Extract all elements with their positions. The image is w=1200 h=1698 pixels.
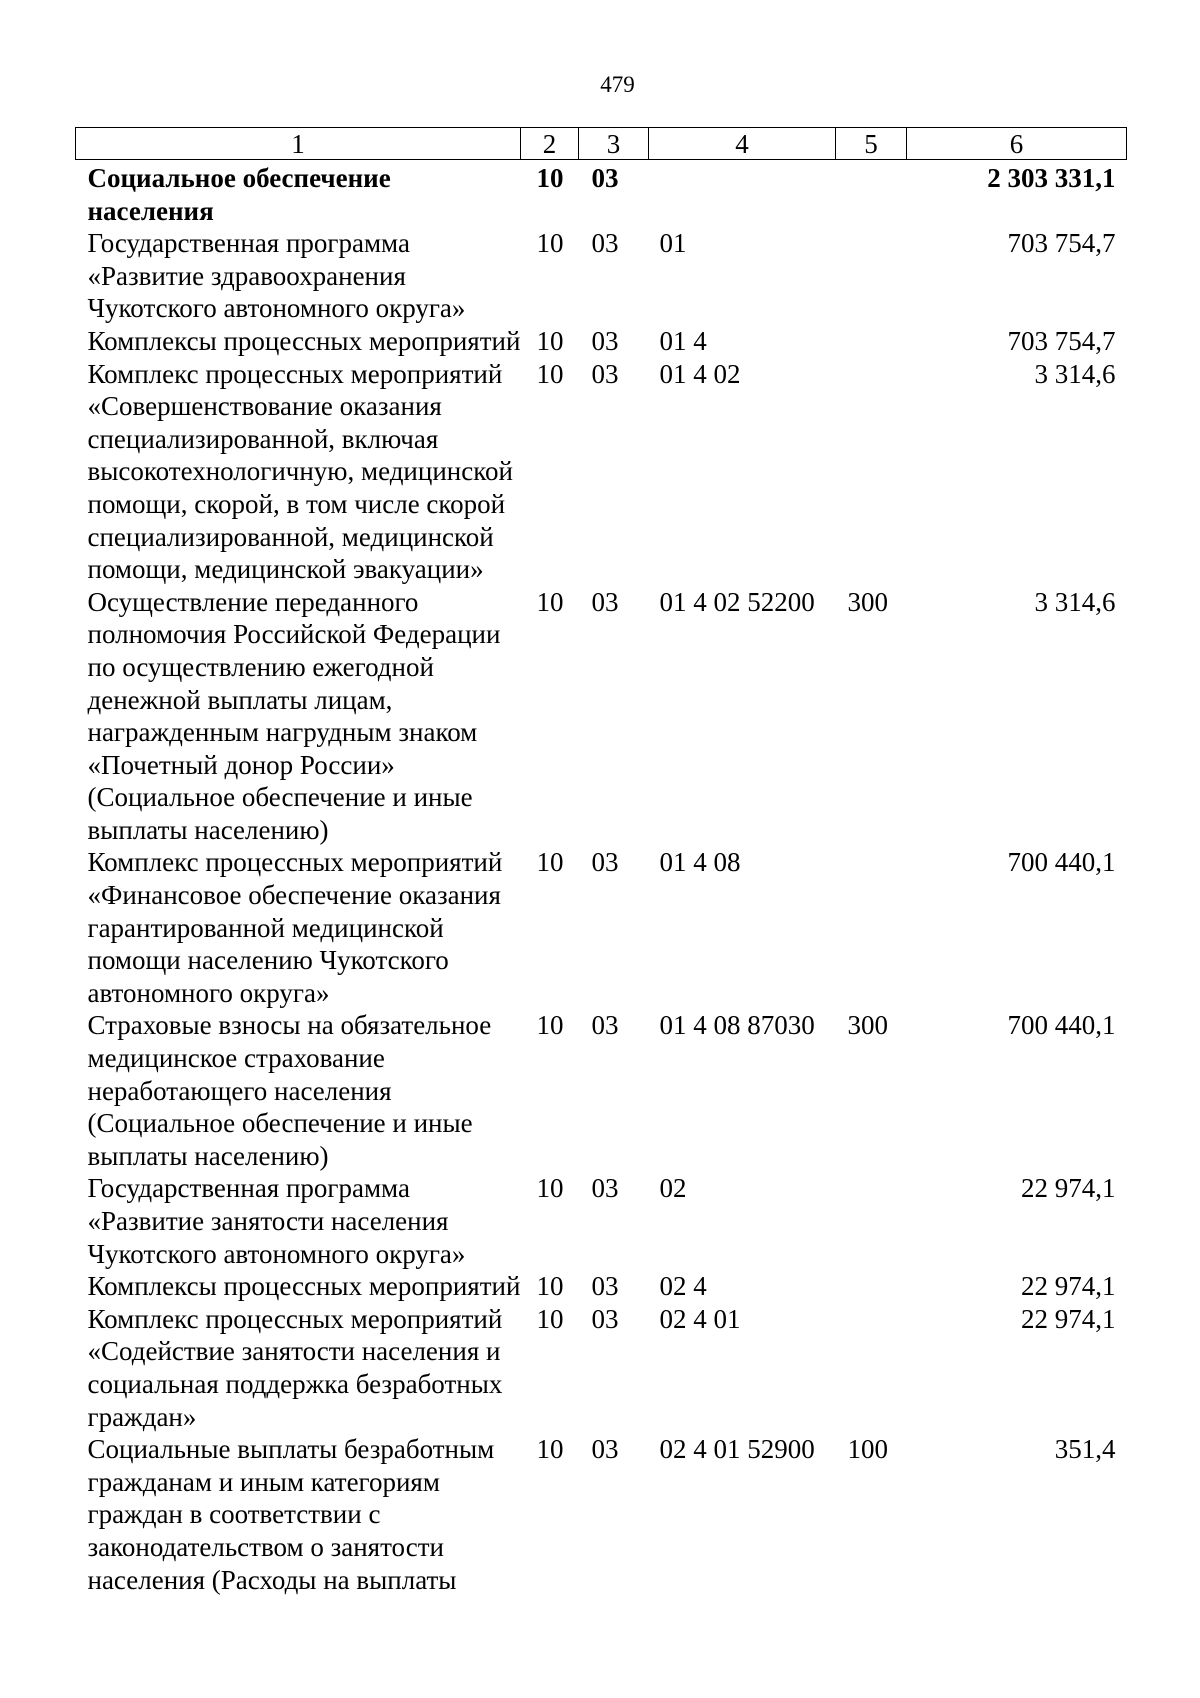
table-row (76, 586, 1127, 847)
row-amount: 2 303 331,1 (987, 163, 1116, 193)
row-section: 10 (536, 228, 564, 259)
header-col-1: 1 (76, 128, 521, 160)
row-section: 10 (536, 847, 564, 878)
row-subsection: 03 (591, 163, 619, 193)
row-target-article: 02 4 01 52900 (659, 1434, 815, 1465)
row-expense-type (836, 846, 907, 1009)
table-row (76, 1303, 1127, 1433)
row-name: Комплексы процессных мероприятий (87, 325, 521, 356)
row-target-article: 01 4 (659, 325, 707, 356)
row-target-article: 01 4 08 (659, 847, 741, 878)
row-name: Государственная программа «Развитие занятости населения Чукотского автономного округа» (87, 1173, 466, 1269)
table-row (76, 358, 1127, 586)
row-name: Страховые взносы на обязательное медицинское страхование неработающего населения (Социальное обеспечение и иные выплаты населению) (87, 1010, 492, 1171)
header-col-6: 6 (907, 128, 1127, 160)
row-expense-type (836, 160, 907, 228)
row-subsection: 03 (591, 847, 619, 878)
row-section: 10 (536, 325, 564, 356)
row-expense-type (836, 227, 907, 325)
table-row (76, 325, 1127, 358)
row-subsection: 03 (591, 1010, 619, 1041)
row-name: Государственная программа «Развитие здравоохранения Чукотского автономного округа» (87, 228, 466, 324)
row-section: 10 (536, 1271, 564, 1302)
row-amount: 700 440,1 (1007, 1010, 1116, 1041)
row-name: Комплекс процессных мероприятий «Финансовое обеспечение оказания гарантированной медицинской помощи населению Чукотского автономного округа» (87, 847, 503, 1008)
budget-table (75, 127, 1127, 1596)
page-number: 479 (600, 72, 635, 97)
row-target-article: 01 4 02 (659, 358, 741, 389)
header-row (76, 128, 1127, 160)
row-subsection: 03 (591, 325, 619, 356)
row-amount: 22 974,1 (1021, 1303, 1116, 1334)
row-subsection: 03 (591, 586, 619, 617)
row-target-article: 01 4 08 87030 (659, 1010, 815, 1041)
row-expense-type: 100 (847, 1434, 888, 1465)
row-amount: 22 974,1 (1021, 1173, 1116, 1204)
row-subsection: 03 (591, 228, 619, 259)
header-col-4: 4 (649, 128, 836, 160)
row-expense-type: 300 (847, 586, 888, 617)
row-section: 10 (536, 1303, 564, 1334)
row-target-article: 02 4 01 (659, 1303, 741, 1334)
row-expense-type: 300 (847, 1010, 888, 1041)
row-name: Комплекс процессных мероприятий «Содействие занятости населения и социальная поддержка безработных граждан» (87, 1303, 503, 1432)
row-target-article: 01 4 02 52200 (659, 586, 815, 617)
row-expense-type (836, 358, 907, 586)
row-section: 10 (536, 1173, 564, 1204)
row-subsection: 03 (591, 358, 619, 389)
row-amount: 703 754,7 (1007, 228, 1116, 259)
row-section: 10 (536, 358, 564, 389)
row-amount: 703 754,7 (1007, 325, 1116, 356)
table-row (76, 846, 1127, 1009)
row-amount: 22 974,1 (1021, 1271, 1116, 1302)
table-row (76, 160, 1127, 228)
row-section: 10 (536, 586, 564, 617)
row-name: Комплекс процессных мероприятий «Совершенствование оказания специализированной, включая высокотехнологичную, медицинской помощи, скорой, в том числе скорой специализированной, медицинской помощи, медицинской эвакуации» (87, 358, 513, 585)
header-col-5: 5 (836, 128, 907, 160)
header-col-2: 2 (521, 128, 579, 160)
row-amount: 351,4 (1054, 1434, 1116, 1465)
table-row (76, 1172, 1127, 1270)
row-name: Комплексы процессных мероприятий (87, 1271, 521, 1302)
row-target-article (649, 160, 836, 228)
row-subsection: 03 (591, 1303, 619, 1334)
table-row (76, 1009, 1127, 1172)
row-subsection: 03 (591, 1271, 619, 1302)
row-subsection: 03 (591, 1173, 619, 1204)
row-amount: 3 314,6 (1034, 358, 1116, 389)
row-section: 10 (536, 1434, 564, 1465)
table-row (76, 227, 1127, 325)
row-name: Социальное обеспечение населения (87, 163, 391, 226)
table-row (76, 1433, 1127, 1596)
header-col-3: 3 (579, 128, 649, 160)
row-section: 10 (536, 1010, 564, 1041)
row-expense-type (836, 1270, 907, 1303)
row-name: Социальные выплаты безработным гражданам и иным категориям граждан в соответствии с законодательством о занятости населения (Расходы на выплаты (87, 1434, 495, 1595)
row-target-article: 02 (659, 1173, 687, 1204)
row-target-article: 02 4 (659, 1271, 707, 1302)
row-amount: 700 440,1 (1007, 847, 1116, 878)
row-expense-type (836, 1303, 907, 1433)
row-expense-type (836, 1172, 907, 1270)
row-subsection: 03 (591, 1434, 619, 1465)
table-row (76, 1270, 1127, 1303)
row-name: Осуществление переданного полномочия Российской Федерации по осуществлению ежегодной денежной выплаты лицам, награжденным нагрудным знаком «Почетный донор России» (Социальное обеспечение и иные выплаты населению) (87, 586, 501, 845)
row-section: 10 (536, 163, 564, 193)
row-expense-type (836, 325, 907, 358)
row-amount: 3 314,6 (1034, 586, 1116, 617)
row-target-article: 01 (659, 228, 687, 259)
